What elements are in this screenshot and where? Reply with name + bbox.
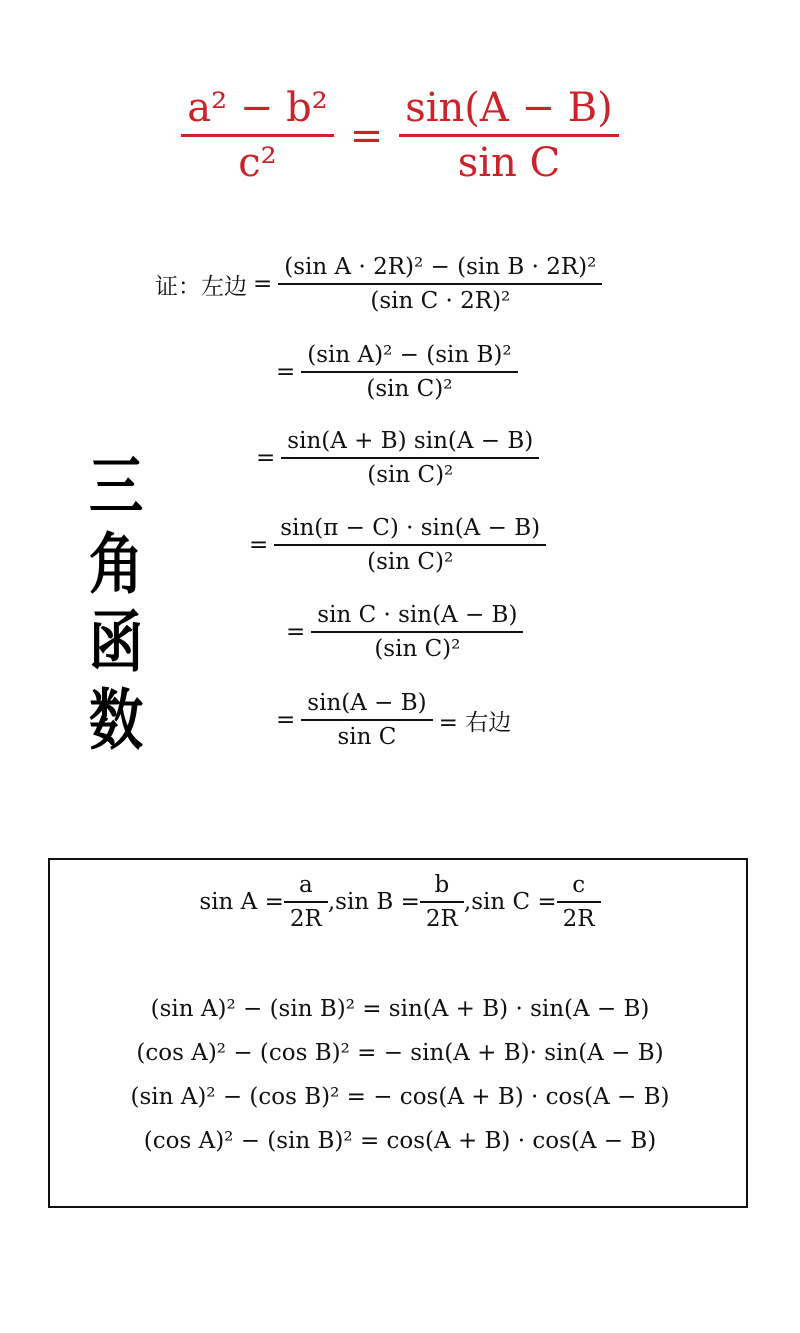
title-lhs-numerator: a² − b²	[187, 85, 328, 131]
title-rhs-denominator: sin C	[457, 140, 561, 186]
title-lhs-fraction	[181, 85, 333, 186]
proof-numerator: sin(π − C) · sin(A − B)	[280, 515, 541, 541]
sine-rule-lead: sin C =	[471, 889, 557, 916]
sine-rule-fraction	[284, 872, 328, 933]
sine-rule-lead: sin A =	[199, 889, 284, 916]
proof-equals: =	[253, 271, 273, 298]
side-title-char: 函	[88, 603, 144, 681]
title-equals: =	[349, 112, 384, 159]
title-formula	[0, 85, 800, 186]
proof-step-1	[155, 254, 602, 315]
proof-step-2	[270, 342, 518, 403]
proof-numerator: sin C · sin(A − B)	[317, 602, 518, 628]
proof-denominator: (sin C)²	[367, 462, 454, 489]
proof-step-3	[250, 428, 539, 489]
proof-numerator: (sin A)² − (sin B)²	[307, 342, 512, 368]
proof-fraction	[274, 515, 546, 576]
proof-denominator: (sin C)²	[366, 376, 453, 403]
proof-numerator: sin(A + B) sin(A − B)	[287, 428, 534, 454]
identity-line-2: (cos A)² − (cos B)² = − sin(A + B)· sin(A − B)	[136, 1040, 664, 1066]
fraction-bar	[557, 901, 601, 903]
fraction-bar	[284, 901, 328, 903]
sine-rule-line	[50, 872, 750, 933]
identity-line-4: (cos A)² − (sin B)² = cos(A + B) · cos(A − B)	[143, 1128, 657, 1154]
sine-rule-numerator: c	[572, 872, 586, 898]
title-rhs-numerator: sin(A − B)	[405, 85, 613, 131]
fraction-bar	[281, 457, 539, 459]
side-title-char: 数	[88, 681, 144, 759]
sine-rule-denominator: 2R	[289, 906, 322, 933]
proof-equals: =	[256, 445, 276, 472]
sine-rule-lead: sin B =	[335, 889, 420, 916]
fraction-bar	[181, 134, 333, 137]
proof-denominator: (sin C)²	[367, 549, 454, 576]
sine-rule-fraction	[557, 872, 601, 933]
proof-numerator: (sin A · 2R)² − (sin B · 2R)²	[284, 254, 597, 280]
sine-rule-denominator: 2R	[425, 906, 458, 933]
proof-equals: =	[276, 359, 296, 386]
proof-prefix: 证：左边	[155, 273, 247, 300]
proof-step-5	[280, 602, 523, 663]
side-title	[83, 448, 149, 760]
side-title-char: 角	[88, 525, 144, 603]
proof-equals: =	[286, 619, 306, 646]
sine-rule-fraction	[420, 872, 464, 933]
proof-fraction	[301, 690, 432, 751]
formula-box	[48, 858, 748, 1208]
sine-rule-separator: ,	[327, 889, 336, 916]
fraction-bar	[311, 631, 523, 633]
sine-rule-numerator: b	[434, 872, 450, 898]
side-title-char: 三	[88, 448, 144, 525]
identity-line-3: (sin A)² − (cos B)² = − cos(A + B) · cos(A − B)	[130, 1084, 670, 1110]
fraction-bar	[274, 544, 546, 546]
title-lhs-denominator: c²	[238, 140, 277, 186]
proof-conclusion: = 右边	[438, 709, 512, 736]
proof-numerator: sin(A − B)	[307, 690, 427, 716]
identity-line-1: (sin A)² − (sin B)² = sin(A + B) · sin(A − B)	[150, 996, 650, 1022]
proof-equals: =	[249, 532, 269, 559]
proof-denominator: (sin C · 2R)²	[370, 288, 511, 315]
proof-fraction	[278, 254, 602, 315]
title-rhs-fraction	[399, 85, 619, 186]
fraction-bar	[399, 134, 619, 137]
proof-fraction	[281, 428, 539, 489]
proof-fraction	[311, 602, 523, 663]
proof-step-6	[270, 690, 511, 751]
proof-denominator: sin C	[337, 724, 397, 751]
fraction-bar	[301, 371, 517, 373]
sine-rule-separator: ,	[463, 889, 472, 916]
sine-rule-numerator: a	[298, 872, 313, 898]
proof-equals: =	[276, 707, 296, 734]
proof-step-4	[243, 515, 546, 576]
proof-fraction	[301, 342, 517, 403]
fraction-bar	[278, 283, 602, 285]
proof-denominator: (sin C)²	[374, 636, 461, 663]
fraction-bar	[301, 719, 432, 721]
sine-rule-denominator: 2R	[562, 906, 595, 933]
fraction-bar	[420, 901, 464, 903]
